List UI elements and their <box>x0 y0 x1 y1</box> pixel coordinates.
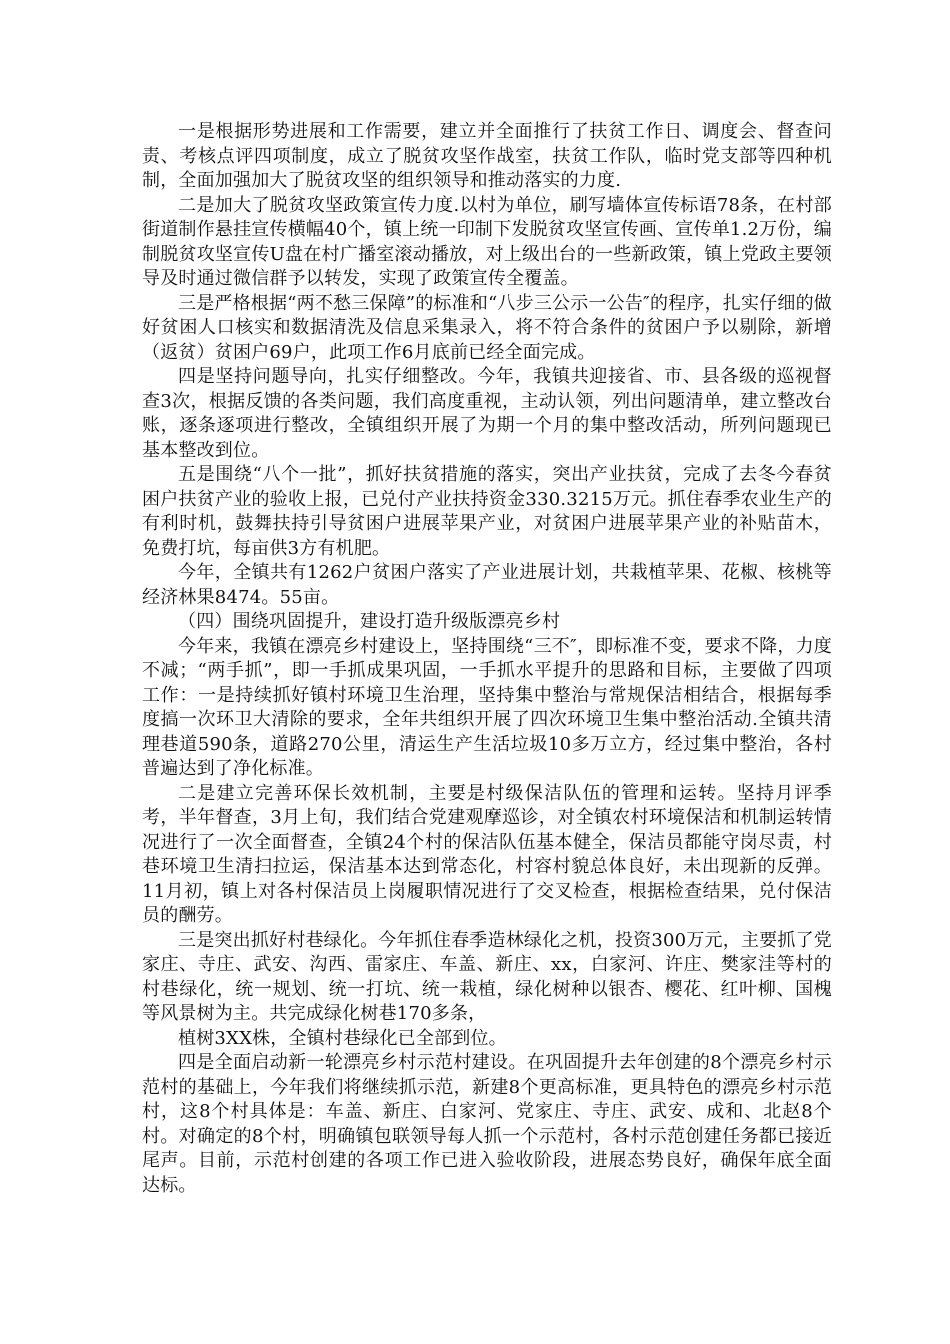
paragraph-3: 三是严格根据“两不愁三保障”的标准和“八步三公示一公告″的程序，扎实仔细的做好贫困人口核实和数据清洗及信息采集录入，将不符合条件的贫困户予以剔除，新增（返贫）贫困户69户，此项工作6月底前已经全面完成。 <box>142 292 832 363</box>
paragraph-10: 植树3XX株，全镇村巷绿化已全部到位。 <box>178 1027 507 1049</box>
paragraph-5: 五是围绕“八个一批”，抓好扶贫措施的落实，突出产业扶贫，完成了去冬今春贫困户扶贫产业的验收上报，已兑付产业扶持资金330.3215万元。抓住春季农业生产的有利时机，鼓舞扶持引导贫困户进展苹果产业，对贫困户进展苹果产业的补贴苗木，免费打坑，每亩供3方有机肥。 <box>142 464 832 559</box>
paragraph-7: 今年来，我镇在漂亮乡村建设上，坚持围绕“三不″，即标准不变，要求不降，力度不减；“两手抓”，即一手抓成果巩固，一手抓水平提升的思路和目标，主要做了四项工作：一是持续抓好镇村环境卫生治理，坚持集中整治与常规保洁相结合，根据每季度搞一次环卫大清除的要求，全年共组织开展了四次环境卫生集中整治活动.全镇共清理巷道590条，道路270公里，清运生产生活垃圾10多万立方，经过集中整治，各村普遍达到了净化标准。 <box>142 635 832 779</box>
paragraph-11: 四是全面启动新一轮漂亮乡村示范村建设。在巩固提升去年创建的8个漂亮乡村示范村的基础上，今年我们将继续抓示范，新建8个更高标准，更具特色的漂亮乡村示范村，这8个村具体是：车盖、新庄、白家河、党家庄、寺庄、武安、成和、北赵8个村。对确定的8个村，明确镇包联领导每人抓一个示范村，各村示范创建任务都已接近尾声。目前，示范村创建的各项工作已进入验收阶段，进展态势良好，确保年底全面达标。 <box>142 1052 832 1196</box>
paragraph-2: 二是加大了脱贫攻坚政策宣传力度.以村为单位，刷写墙体宣传标语78条，在村部街道制作悬挂宣传横幅40个，镇上统一印制下发脱贫攻坚宣传画、宣传单1.2万份，编制脱贫攻坚宣传U盘在村广播室滚动播放，对上级出台的一些新政策，镇上党政主要领导及时通过微信群予以转发，实现了政策宣传全覆盖。 <box>142 194 832 289</box>
paragraph-9: 三是突出抓好村巷绿化。今年抓住春季造林绿化之机，投资300万元，主要抓了党家庄、寺庄、武安、沟西、雷家庄、车盖、新庄、xx，白家河、许庄、樊家洼等村的村巷绿化，统一规划、统一打坑、统一栽植，绿化树种以银杏、樱花、红叶柳、国槐等风景树为主。共完成绿化树巷170多条， <box>142 929 832 1024</box>
paragraph-6: 今年，全镇共有1262户贫困户落实了产业进展计划，共栽植苹果、花椒、核桃等经济林果8474。55亩。 <box>142 562 832 608</box>
paragraph-8: 二是建立完善环保长效机制，主要是村级保洁队伍的管理和运转。坚持月评季考，半年督查，3月上旬，我们结合党建观摩巡诊，对全镇农村环境保洁和机制运转情况进行了一次全面督查，全镇24个村的保洁队伍基本健全，保洁员都能守岗尽责，村巷环境卫生清扫拉运，保洁基本达到常态化，村容村貌总体良好，未出现新的反弹。11月初，镇上对各村保洁员上岗履职情况进行了交叉检查，根据检查结果，兑付保洁员的酬劳。 <box>142 782 832 926</box>
section-heading: （四）围绕巩固提升，建设打造升级版漂亮乡村 <box>178 611 561 632</box>
paragraph-4: 四是坚持问题导向，扎实仔细整改。今年，我镇共迎接省、市、县各级的巡视督查3次，根据反馈的各类问题，我们高度重视，主动认领，列出问题清单，建立整改台账，逐条逐项进行整改，全镇组织开展了为期一个月的集中整改活动，所列问题现已基本整改到位。 <box>142 366 832 461</box>
document-body <box>142 120 832 1198</box>
paragraph-1: 一是根据形势进展和工作需要，建立并全面推行了扶贫工作日、调度会、督查问责、考核点评四项制度，成立了脱贫攻坚作战室，扶贫工作队，临时党支部等四种机制，全面加强加大了脱贫攻坚的组织领导和推动落实的力度. <box>142 121 832 191</box>
